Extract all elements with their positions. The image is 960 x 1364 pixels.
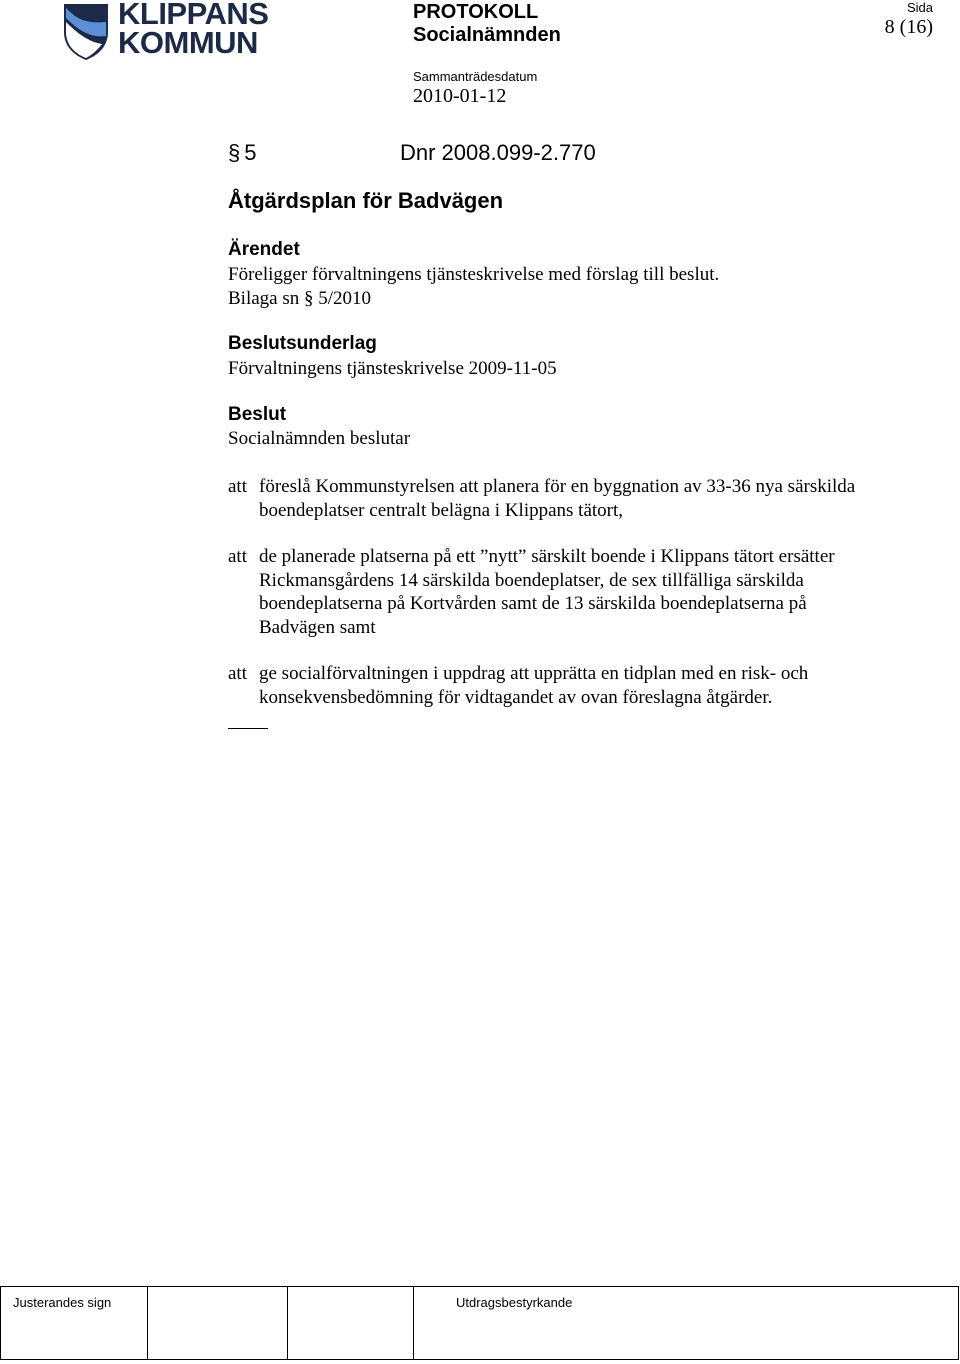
beslutsunderlag-line-1: Förvaltningens tjänsteskrivelse 2009-11-05 <box>228 358 557 379</box>
decision-line: boendeplatser centralt belägna i Klippans tätort, <box>259 499 624 521</box>
decision-line: boendeplatserna på Kortvården samt de 13 särskilda boendeplatserna på <box>259 593 807 614</box>
decision-line: föreslå Kommunstyrelsen att planera för en byggnation av 33-36 nya särskilda <box>259 476 856 497</box>
section-title: Åtgärdsplan för Badvägen <box>228 188 504 213</box>
justerandes-sign-cell <box>1 1287 148 1359</box>
document-type: PROTOKOLL <box>413 1 539 23</box>
section-number: 5 <box>244 140 257 165</box>
meeting-date: 2010-01-12 <box>413 85 507 107</box>
beslutsunderlag-heading: Beslutsunderlag <box>228 333 377 354</box>
beslut-intro: Socialnämnden beslutar <box>228 428 411 449</box>
page-number: 8 (16) <box>884 16 933 38</box>
paragraph-sign: § <box>228 140 241 165</box>
arendet-line-2: Bilaga sn § 5/2010 <box>228 288 372 309</box>
justerandes-sign-label: Justerandes sign <box>13 1295 112 1310</box>
signature-cell <box>148 1287 288 1359</box>
decision-line: de planerade platserna på ett ”nytt” särskilt boende i Klippans tätort ersätter <box>259 546 835 567</box>
page-label: Sida <box>906 0 933 15</box>
att-label: att <box>228 663 247 684</box>
diary-number: Dnr 2008.099-2.770 <box>400 140 596 165</box>
section-number-line <box>228 140 596 166</box>
coat-of-arms-icon <box>62 2 110 62</box>
signature-footer-table <box>0 1286 959 1360</box>
utdragsbestyrkande-label: Utdragsbestyrkande <box>456 1295 573 1310</box>
beslut-heading: Beslut <box>228 404 287 425</box>
arendet-heading: Ärendet <box>228 239 300 260</box>
meeting-date-label: Sammanträdesdatum <box>413 69 538 84</box>
att-label: att <box>228 476 247 497</box>
att-label: att <box>228 546 247 567</box>
decision-line: konsekvensbedömning för vidtagandet av ovan föreslagna åtgärder. <box>259 686 773 708</box>
signature-cell <box>288 1287 414 1359</box>
arendet-line-1: Föreligger förvaltningens tjänsteskrivelse med förslag till beslut. <box>228 264 720 285</box>
end-rule <box>228 728 268 729</box>
logo-text-line2: KOMMUN <box>118 25 258 60</box>
klippans-kommun-logo <box>62 0 272 64</box>
board-name: Socialnämnden <box>413 24 561 46</box>
decision-line: Rickmansgårdens 14 särskilda boendeplatser, de sex tillfälliga särskilda <box>259 569 804 591</box>
decision-line: Badvägen samt <box>259 616 376 638</box>
logo-text-line1: KLIPPANS <box>118 0 269 31</box>
decision-line: ge socialförvaltningen i uppdrag att upprätta en tidplan med en risk- och <box>259 663 809 684</box>
